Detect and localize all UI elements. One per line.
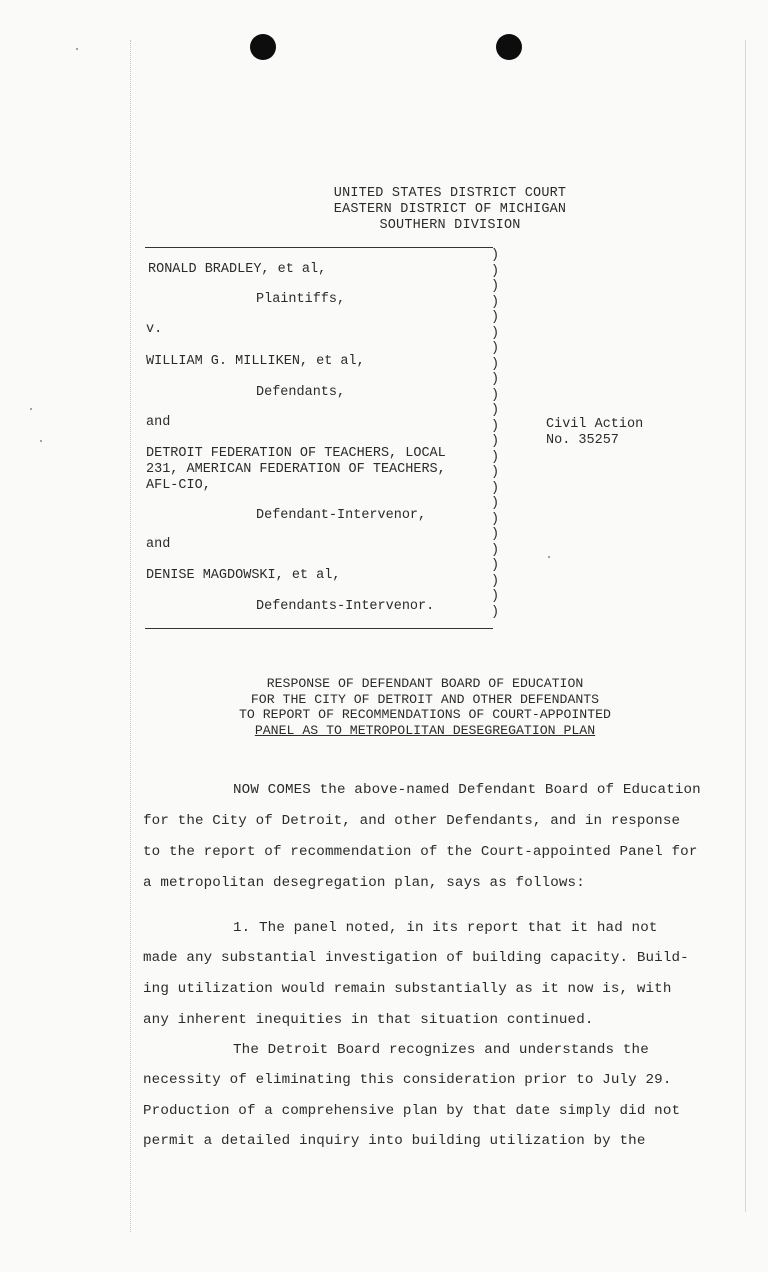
- defendant-name: WILLIAM G. MILLIKEN, et al,: [146, 354, 365, 369]
- body-line: 1. The panel noted, in its report that it had not: [233, 920, 658, 936]
- caption-paren: ): [491, 356, 500, 372]
- civil-action-label: Civil Action: [546, 417, 644, 432]
- body-line: necessity of eliminating this consideration prior to July 29.: [143, 1072, 672, 1088]
- caption-parenthesis-column: [491, 248, 503, 620]
- plaintiff-name: RONALD BRADLEY, et al,: [148, 262, 327, 277]
- caption-paren: ): [491, 403, 500, 418]
- caption-bottom-rule: [145, 628, 493, 629]
- caption-paren: ): [491, 294, 500, 310]
- body-line: ing utilization would remain substantially as it now is, with: [143, 981, 672, 997]
- and-connector: and: [146, 415, 171, 430]
- body-line: to the report of recommendation of the Court-appointed Panel for: [143, 844, 698, 860]
- intervenor-name-line3: AFL-CIO,: [146, 478, 211, 493]
- caption-paren: ): [491, 542, 500, 558]
- scan-speck: [30, 408, 32, 410]
- title-line: PANEL AS TO METROPOLITAN DESEGREGATION PLAN: [254, 722, 596, 738]
- caption-paren: ): [491, 248, 500, 263]
- body-line: NOW COMES the above-named Defendant Board of Education: [233, 782, 701, 798]
- left-margin-rule: [130, 40, 132, 1232]
- body-line: a metropolitan desegregation plan, says as follows:: [143, 875, 585, 891]
- caption-paren: ): [491, 496, 500, 511]
- caption-paren: ): [491, 372, 500, 387]
- intervenor2-role: Defendants-Intervenor.: [256, 599, 435, 614]
- intervenor-role: Defendant-Intervenor,: [256, 508, 427, 523]
- caption-top-rule: [145, 247, 493, 248]
- caption-paren: ): [491, 341, 500, 356]
- caption-paren: ): [491, 465, 500, 480]
- caption-paren: ): [491, 511, 500, 527]
- body-line: The Detroit Board recognizes and understands the: [233, 1042, 649, 1058]
- caption-paren: ): [491, 263, 500, 279]
- caption-paren: ): [491, 449, 500, 465]
- title-line: RESPONSE OF DEFENDANT BOARD OF EDUCATION: [266, 676, 584, 691]
- civil-action: [546, 417, 643, 448]
- caption-paren: ): [491, 589, 500, 604]
- caption-paren: ): [491, 434, 500, 449]
- document-title: [195, 676, 655, 738]
- caption-paren: ): [491, 604, 500, 620]
- caption-paren: ): [491, 558, 500, 573]
- civil-action-number: No. 35257: [546, 432, 619, 448]
- plaintiff-role: Plaintiffs,: [256, 292, 346, 307]
- court-header-line: UNITED STATES DISTRICT COURT: [333, 186, 567, 201]
- title-line: FOR THE CITY OF DETROIT AND OTHER DEFENDANTS: [250, 691, 600, 707]
- caption-paren: ): [491, 480, 500, 496]
- body-line: for the City of Detroit, and other Defendants, and in response: [143, 813, 681, 829]
- scan-speck: [76, 48, 78, 50]
- caption-paren: ): [491, 527, 500, 542]
- punch-hole-right: [496, 34, 522, 60]
- caption-paren: ): [491, 387, 500, 403]
- caption-paren: ): [491, 325, 500, 341]
- body-line: any inherent inequities in that situation continued.: [143, 1012, 594, 1028]
- intervenor-name-line2: 231, AMERICAN FEDERATION OF TEACHERS,: [146, 462, 446, 477]
- scan-speck: [40, 440, 42, 442]
- body-line: Production of a comprehensive plan by that date simply did not: [143, 1103, 681, 1119]
- court-header-line: EASTERN DISTRICT OF MICHIGAN: [333, 202, 567, 217]
- intervenor-name-line1: DETROIT FEDERATION OF TEACHERS, LOCAL: [146, 446, 446, 461]
- caption-paren: ): [491, 418, 500, 434]
- intervenor2-name: DENISE MAGDOWSKI, et al,: [146, 568, 341, 583]
- defendant-role: Defendants,: [256, 385, 346, 400]
- title-line: TO REPORT OF RECOMMENDATIONS OF COURT-APPOINTED: [239, 707, 611, 722]
- caption-paren: ): [491, 279, 500, 294]
- and-connector: and: [146, 537, 171, 552]
- scan-speck: [548, 556, 550, 558]
- body-line: permit a detailed inquiry into building utilization by the: [143, 1133, 646, 1149]
- caption-paren: ): [491, 310, 500, 325]
- versus: v.: [146, 322, 163, 337]
- court-header: [280, 186, 620, 234]
- caption-paren: ): [491, 573, 500, 589]
- right-page-edge: [745, 40, 746, 1212]
- court-header-line: SOUTHERN DIVISION: [379, 218, 521, 233]
- punch-hole-left: [250, 34, 276, 60]
- body-line: made any substantial investigation of building capacity. Build-: [143, 950, 689, 966]
